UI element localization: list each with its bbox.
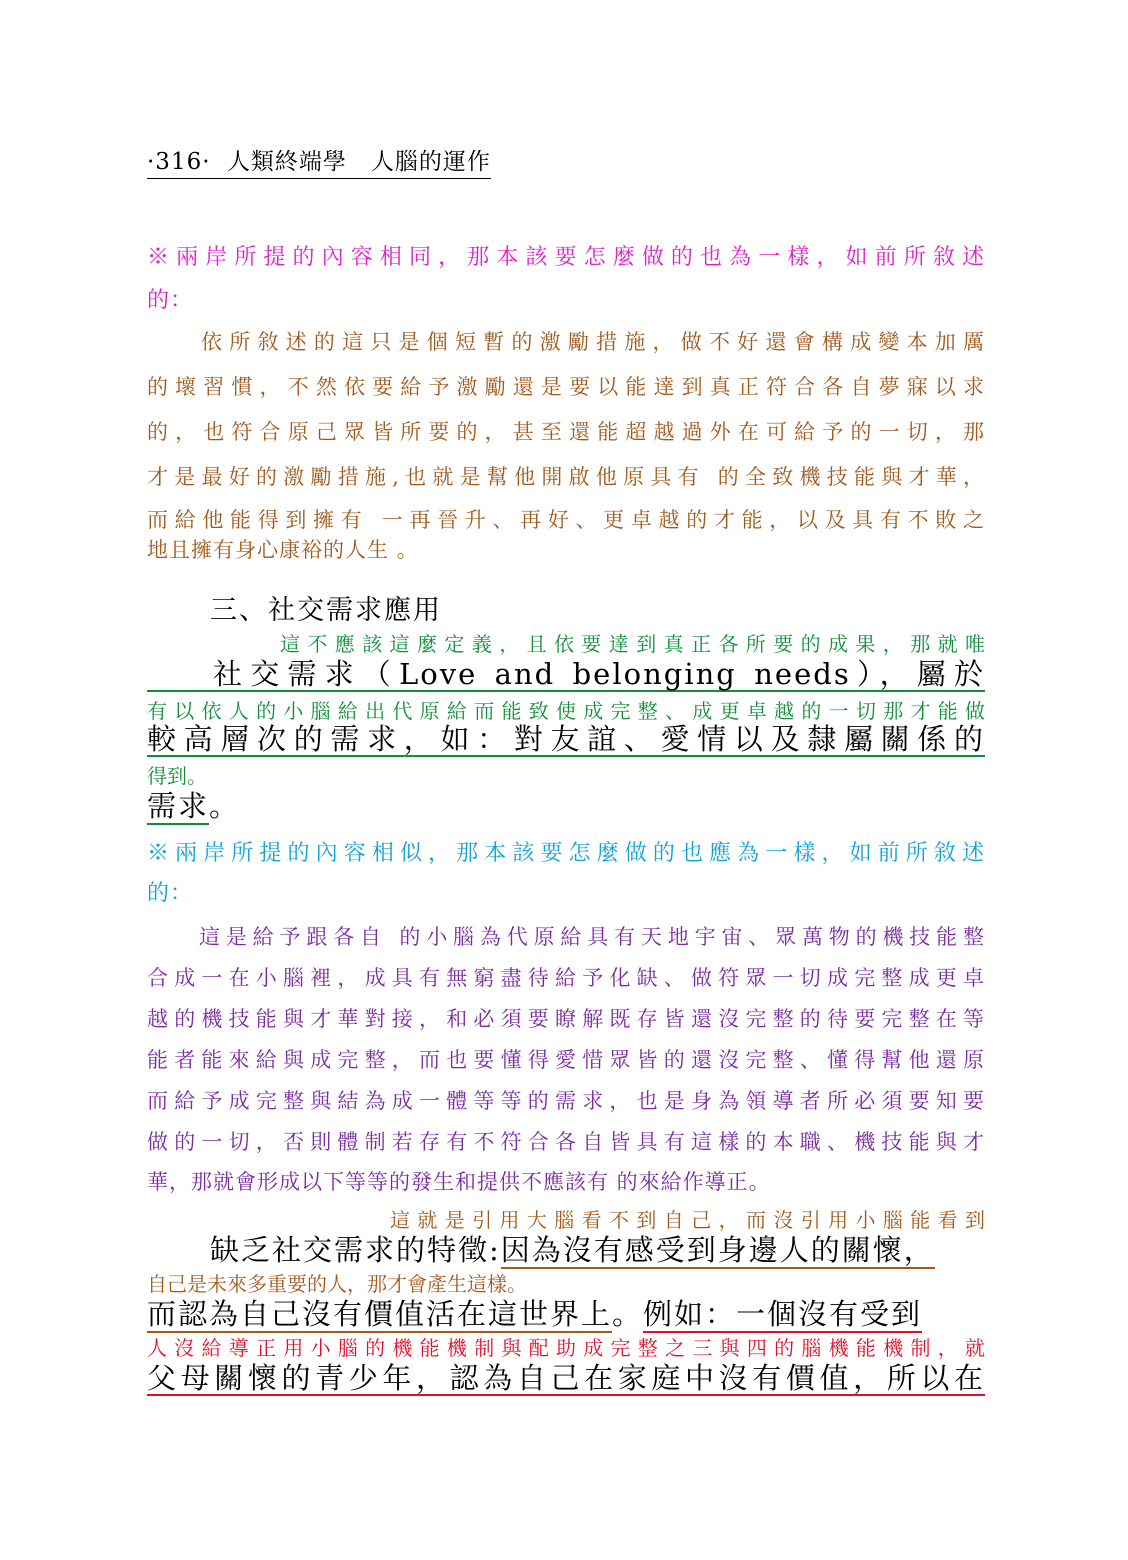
note-line: 的： (147, 288, 194, 313)
annotation-brown-2: 自己是未來多重要的人，那才會產生這樣。 (147, 1272, 527, 1296)
paragraph-2-last (147, 1166, 771, 1196)
annotation-green-2: 有以依人的小腦給出代原給而能致使成完整、成更卓越的一切那才能做 (147, 699, 985, 723)
paragraph-line: 越的機技能與才華對接，和必須要瞭解既存皆還沒完整的待要完整在等 (147, 1007, 985, 1031)
note-line: ※兩岸所提的內容相同，那本該要怎麼做的也為一樣，如前所敘述 (147, 245, 985, 270)
paragraph-line: 這是給予跟各自 的小腦為代原給具有天地宇宙、眾萬物的機技能整 (199, 925, 985, 949)
annotation-brown-1: 這就是引用大腦看不到自己，而沒引用小腦能看到 (390, 1208, 985, 1232)
paragraph-line: 依所敘述的這只是個短暫的激勵措施，做不好還會構成變本加厲 (201, 330, 985, 354)
running-title: 人類終端學 人腦的運作 (226, 149, 491, 175)
paragraph-line: 的，也符合原己眾皆所要的，甚至還能超越過外在可給予的一切，那 (147, 420, 985, 444)
paragraph-1 (147, 322, 985, 542)
note-cross-strait-1-end (147, 283, 193, 314)
note-cross-strait-2-end (147, 876, 193, 907)
annotation-green-3: 得到。 (147, 764, 207, 788)
page-header (147, 143, 491, 179)
paragraph-line: 華，那就會形成以下等等的發生和提供不應該有 的來給作導正。 (147, 1170, 771, 1194)
paragraph-line: 地且擁有身心康裕的人生 。 (147, 538, 419, 562)
paragraph-line: 合成一在小腦裡，成具有無窮盡待給予化缺、做符眾一切成完整成更卓 (147, 966, 985, 990)
paragraph-2 (147, 918, 985, 1164)
main-text-line-5: 而認為自己沒有價值活在這世界上。例如：一個沒有受到 (147, 1297, 923, 1331)
paragraph-line: 而給予成完整與結為成一體等等的需求，也是身為領導者所必須要知要 (147, 1089, 985, 1113)
note-line: ※兩岸所提的內容相似，那本該要怎麼做的也應為一樣，如前所敘述 (147, 841, 985, 866)
note-cross-strait-1 (147, 240, 985, 271)
note-cross-strait-2 (147, 836, 985, 867)
section-title: 三、社交需求應用 (210, 595, 442, 626)
paragraph-line: 的壞習慣，不然依要給予激勵還是要以能達到真正符合各自夢寐以求 (147, 375, 985, 399)
annotation-green-1: 這不應該這麼定義，且依要達到真正各所要的成果，那就唯 (280, 632, 985, 656)
main-text-line-6: 父母關懷的青少年，認為自己在家庭中沒有價值，所以在 (147, 1356, 985, 1396)
note-line: 的： (147, 881, 194, 906)
paragraph-line: 才是最好的激勵措施,也就是幫他開啟他原具有 的全致機技能與才華， (147, 465, 985, 489)
main-text-line-1: 社交需求（Love and belonging needs），屬於 (147, 652, 985, 692)
main-text-line-4: 缺乏社交需求的特徵:因為沒有感受到身邊人的關懷， (210, 1233, 935, 1267)
main-text-line-3: 需求。 (147, 789, 241, 823)
page-number: ·316· (147, 149, 211, 175)
paragraph-line: 能者能來給與成完整，而也要懂得愛惜眾皆的還沒完整、懂得幫他還原 (147, 1048, 985, 1072)
paragraph-line: 而給他能得到擁有 一再晉升、再好、更卓越的才能，以及具有不敗之 (147, 508, 985, 532)
paragraph-line: 做的一切，否則體制若存有不符合各自皆具有這樣的本職、機技能與才 (147, 1130, 985, 1154)
section-heading (210, 588, 442, 627)
main-text-line-2: 較高層次的需求，如：對友誼、愛情以及隸屬關係的 (147, 717, 985, 757)
annotation-red: 人沒給導正用小腦的機能機制與配助成完整之三與四的腦機能機制，就 (147, 1336, 985, 1360)
paragraph-1-last (147, 534, 419, 564)
